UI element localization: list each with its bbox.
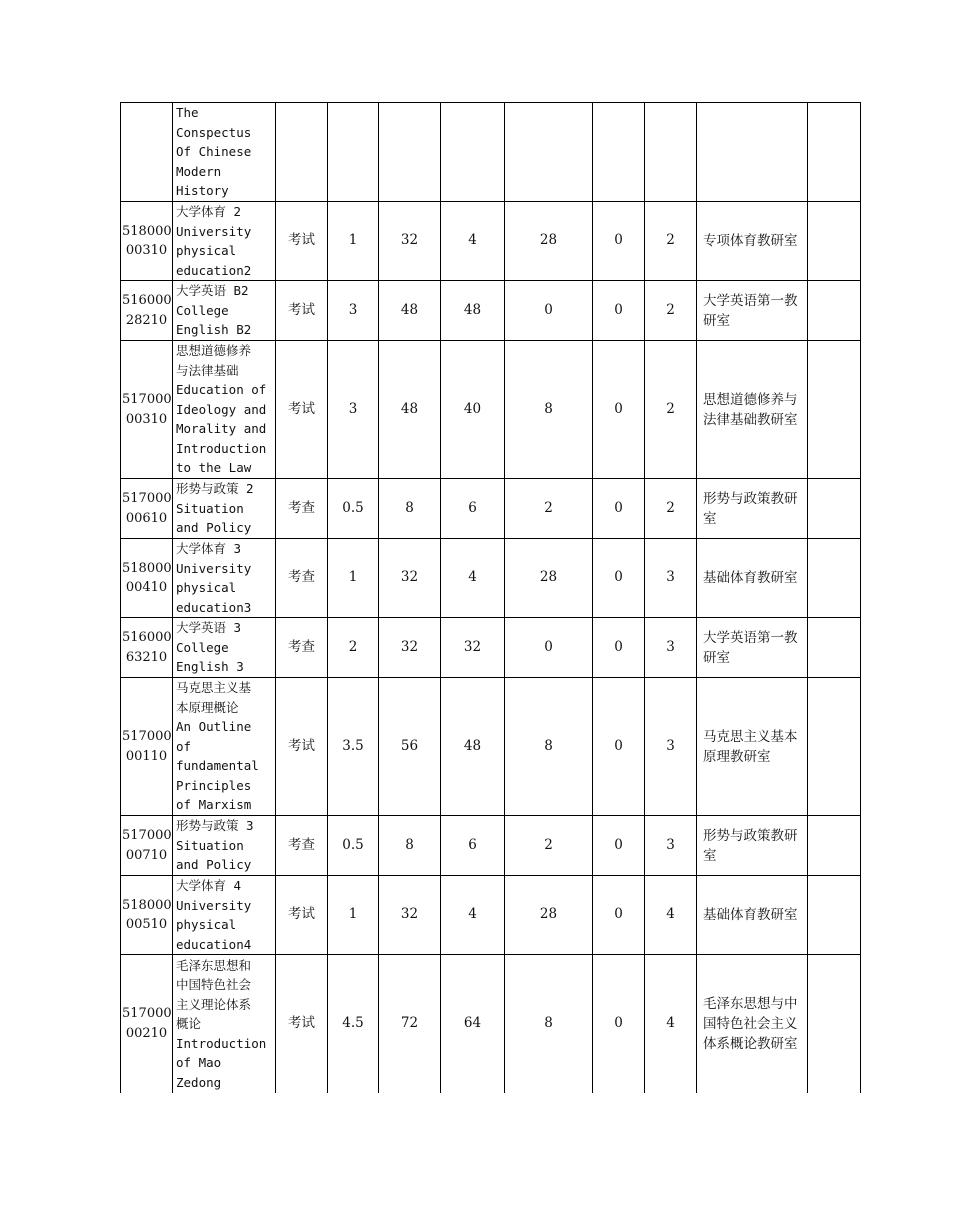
semester-cell: 4 (645, 955, 697, 1093)
assessment-cell: 考试 (276, 876, 328, 955)
course-code-cell: 517000 00310 (121, 341, 173, 479)
assessment-cell: 考查 (276, 618, 328, 678)
credits-cell: 1 (328, 539, 379, 618)
remarks-cell (808, 539, 861, 618)
total-hours-cell: 32 (379, 202, 441, 281)
course-code-cell (121, 103, 173, 202)
experiment-hours-cell: 0 (593, 479, 645, 539)
table-row (121, 816, 861, 876)
lecture-hours-cell: 4 (441, 876, 505, 955)
practice-hours-cell: 0 (505, 281, 593, 341)
lecture-hours-cell: 4 (441, 539, 505, 618)
course-name-cell: 思想道德修养 与法律基础 Education of Ideology and Morality and Introduction to the Law (173, 341, 276, 479)
course-code-cell: 516000 28210 (121, 281, 173, 341)
credits-cell (328, 103, 379, 202)
lecture-hours-cell: 32 (441, 618, 505, 678)
practice-hours-cell: 0 (505, 618, 593, 678)
total-hours-cell: 48 (379, 281, 441, 341)
table-body (121, 103, 861, 1093)
total-hours-cell: 8 (379, 479, 441, 539)
experiment-hours-cell: 0 (593, 876, 645, 955)
lecture-hours-cell: 40 (441, 341, 505, 479)
assessment-cell: 考试 (276, 281, 328, 341)
experiment-hours-cell: 0 (593, 678, 645, 816)
course-name-cell: 大学体育 2 University physical education2 (173, 202, 276, 281)
experiment-hours-cell: 0 (593, 341, 645, 479)
total-hours-cell: 56 (379, 678, 441, 816)
lecture-hours-cell: 6 (441, 816, 505, 876)
remarks-cell (808, 103, 861, 202)
practice-hours-cell (505, 103, 593, 202)
experiment-hours-cell: 0 (593, 618, 645, 678)
total-hours-cell: 72 (379, 955, 441, 1093)
course-name-cell: 形势与政策 2 Situation and Policy (173, 479, 276, 539)
table-row (121, 539, 861, 618)
experiment-hours-cell (593, 103, 645, 202)
table-row (121, 103, 861, 202)
semester-cell: 3 (645, 678, 697, 816)
remarks-cell (808, 955, 861, 1093)
table-row (121, 876, 861, 955)
remarks-cell (808, 202, 861, 281)
credits-cell: 0.5 (328, 816, 379, 876)
credits-cell: 3.5 (328, 678, 379, 816)
practice-hours-cell: 2 (505, 479, 593, 539)
course-code-cell: 518000 00410 (121, 539, 173, 618)
credits-cell: 2 (328, 618, 379, 678)
remarks-cell (808, 678, 861, 816)
experiment-hours-cell: 0 (593, 816, 645, 876)
practice-hours-cell: 28 (505, 539, 593, 618)
remarks-cell (808, 876, 861, 955)
course-name-cell: 形势与政策 3 Situation and Policy (173, 816, 276, 876)
remarks-cell (808, 618, 861, 678)
practice-hours-cell: 8 (505, 678, 593, 816)
table-row (121, 678, 861, 816)
course-name-cell: The Conspectus Of Chinese Modern History (173, 103, 276, 202)
course-name-cell: 马克思主义基 本原理概论 An Outline of fundamental Principles of Marxism (173, 678, 276, 816)
department-cell: 专项体育教研室 (697, 202, 808, 281)
department-cell: 形势与政策教研室 (697, 816, 808, 876)
total-hours-cell: 48 (379, 341, 441, 479)
semester-cell: 3 (645, 539, 697, 618)
semester-cell: 2 (645, 479, 697, 539)
assessment-cell: 考试 (276, 678, 328, 816)
assessment-cell: 考查 (276, 816, 328, 876)
experiment-hours-cell: 0 (593, 955, 645, 1093)
assessment-cell: 考查 (276, 479, 328, 539)
course-name-cell: 大学体育 3 University physical education3 (173, 539, 276, 618)
credits-cell: 1 (328, 202, 379, 281)
semester-cell: 2 (645, 341, 697, 479)
course-name-cell: 大学体育 4 University physical education4 (173, 876, 276, 955)
practice-hours-cell: 28 (505, 202, 593, 281)
course-code-cell: 518000 00310 (121, 202, 173, 281)
remarks-cell (808, 816, 861, 876)
semester-cell (645, 103, 697, 202)
practice-hours-cell: 2 (505, 816, 593, 876)
semester-cell: 3 (645, 816, 697, 876)
assessment-cell: 考试 (276, 202, 328, 281)
department-cell: 毛泽东思想与中国特色社会主义体系概论教研室 (697, 955, 808, 1093)
practice-hours-cell: 8 (505, 955, 593, 1093)
table-row (121, 479, 861, 539)
total-hours-cell: 32 (379, 876, 441, 955)
course-code-cell: 517000 00610 (121, 479, 173, 539)
remarks-cell (808, 341, 861, 479)
credits-cell: 4.5 (328, 955, 379, 1093)
department-cell: 基础体育教研室 (697, 876, 808, 955)
credits-cell: 3 (328, 281, 379, 341)
practice-hours-cell: 8 (505, 341, 593, 479)
course-table (120, 102, 861, 1093)
lecture-hours-cell: 6 (441, 479, 505, 539)
course-code-cell: 518000 00510 (121, 876, 173, 955)
course-code-cell: 516000 63210 (121, 618, 173, 678)
remarks-cell (808, 479, 861, 539)
department-cell: 大学英语第一教研室 (697, 281, 808, 341)
practice-hours-cell: 28 (505, 876, 593, 955)
semester-cell: 2 (645, 202, 697, 281)
course-code-cell: 517000 00710 (121, 816, 173, 876)
semester-cell: 3 (645, 618, 697, 678)
credits-cell: 0.5 (328, 479, 379, 539)
department-cell: 形势与政策教研室 (697, 479, 808, 539)
table-row (121, 281, 861, 341)
table-row (121, 955, 861, 1093)
department-cell: 大学英语第一教研室 (697, 618, 808, 678)
lecture-hours-cell: 64 (441, 955, 505, 1093)
course-code-cell: 517000 00110 (121, 678, 173, 816)
lecture-hours-cell (441, 103, 505, 202)
assessment-cell: 考试 (276, 955, 328, 1093)
total-hours-cell: 8 (379, 816, 441, 876)
course-name-cell: 大学英语 3 College English 3 (173, 618, 276, 678)
total-hours-cell: 32 (379, 539, 441, 618)
course-name-cell: 大学英语 B2 College English B2 (173, 281, 276, 341)
department-cell: 基础体育教研室 (697, 539, 808, 618)
experiment-hours-cell: 0 (593, 202, 645, 281)
semester-cell: 4 (645, 876, 697, 955)
department-cell: 思想道德修养与法律基础教研室 (697, 341, 808, 479)
credits-cell: 1 (328, 876, 379, 955)
experiment-hours-cell: 0 (593, 539, 645, 618)
course-name-cell: 毛泽东思想和 中国特色社会 主义理论体系 概论 Introduction of Mao Zedong (173, 955, 276, 1093)
department-cell (697, 103, 808, 202)
credits-cell: 3 (328, 341, 379, 479)
assessment-cell: 考查 (276, 539, 328, 618)
lecture-hours-cell: 48 (441, 678, 505, 816)
table-row (121, 341, 861, 479)
remarks-cell (808, 281, 861, 341)
course-code-cell: 517000 00210 (121, 955, 173, 1093)
department-cell: 马克思主义基本原理教研室 (697, 678, 808, 816)
lecture-hours-cell: 48 (441, 281, 505, 341)
assessment-cell (276, 103, 328, 202)
semester-cell: 2 (645, 281, 697, 341)
table-row (121, 618, 861, 678)
total-hours-cell: 32 (379, 618, 441, 678)
assessment-cell: 考试 (276, 341, 328, 479)
experiment-hours-cell: 0 (593, 281, 645, 341)
lecture-hours-cell: 4 (441, 202, 505, 281)
table-row (121, 202, 861, 281)
total-hours-cell (379, 103, 441, 202)
